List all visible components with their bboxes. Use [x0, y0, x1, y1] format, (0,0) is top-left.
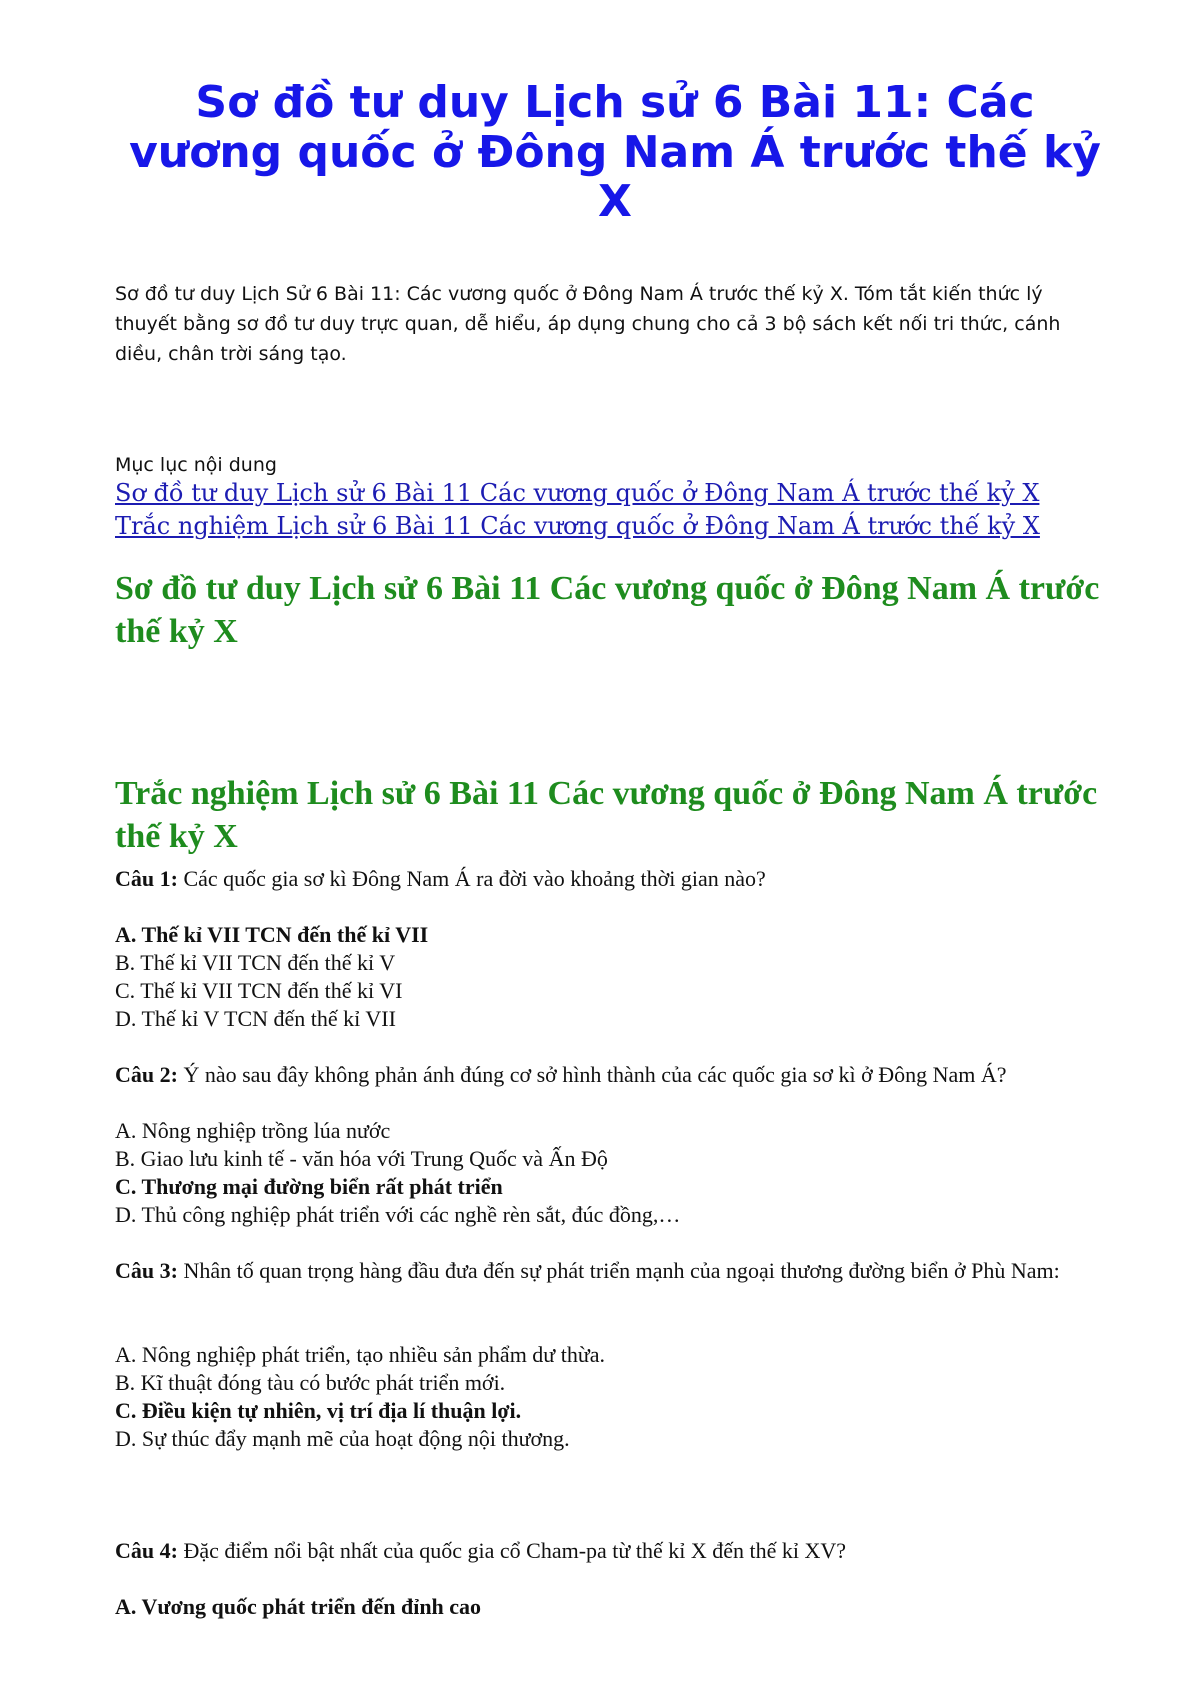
question-1: [115, 865, 1105, 893]
question-text: Các quốc gia sơ kì Đông Nam Á ra đời vào khoảng thời gian nào?: [177, 866, 766, 891]
question-1-option-a: A. Thế kỉ VII TCN đến thế kỉ VII: [115, 922, 429, 947]
question-label: Câu 4:: [115, 1538, 178, 1563]
question-2-option-d: D. Thủ công nghiệp phát triển với các nghề rèn sắt, đúc đồng,…: [115, 1202, 681, 1227]
question-text: Ý nào sau đây không phản ánh đúng cơ sở hình thành của các quốc gia sơ kì ở Đông Nam Á?: [177, 1062, 1007, 1087]
section-heading-quiz: Trắc nghiệm Lịch sử 6 Bài 11 Các vương quốc ở Đông Nam Á trước thế kỷ X: [115, 775, 1098, 855]
question-4-option-a: A. Vương quốc phát triển đến đỉnh cao: [115, 1594, 482, 1619]
question-1-option-b: B. Thế kỉ VII TCN đến thế kỉ V: [115, 950, 396, 975]
toc-link-quiz[interactable]: Trắc nghiệm Lịch sử 6 Bài 11 Các vương quốc ở Đông Nam Á trước thế kỷ X: [115, 512, 1040, 540]
question-3-option-d: D. Sự thúc đẩy mạnh mẽ của hoạt động nội thương.: [115, 1426, 570, 1451]
question-3-option-c: C. Điều kiện tự nhiên, vị trí địa lí thuận lợi.: [115, 1398, 522, 1423]
question-text: Nhân tố quan trọng hàng đầu đưa đến sự phát triển mạnh của ngoại thương đường biển ở Phù Nam:: [177, 1258, 1060, 1283]
question-1-option-d: D. Thế kỉ V TCN đến thế kỉ VII: [115, 1006, 396, 1031]
question-2: [115, 1061, 1105, 1089]
question-2-option-c: C. Thương mại đường biển rất phát triển: [115, 1174, 503, 1199]
question-label: Câu 2:: [115, 1062, 178, 1087]
question-label: Câu 3:: [115, 1258, 178, 1283]
question-4: [115, 1537, 1105, 1565]
toc-label: Mục lục nội dung: [115, 454, 277, 476]
question-2-option-a: A. Nông nghiệp trồng lúa nước: [115, 1118, 391, 1143]
question-3-option-b: B. Kĩ thuật đóng tàu có bước phát triển mới.: [115, 1370, 506, 1395]
section-heading-mindmap: Sơ đồ tư duy Lịch sử 6 Bài 11 Các vương quốc ở Đông Nam Á trước thế kỷ X: [115, 570, 1100, 650]
question-1-option-c: C. Thế kỉ VII TCN đến thế kỉ VI: [115, 978, 403, 1003]
toc-link-mindmap[interactable]: Sơ đồ tư duy Lịch sử 6 Bài 11 Các vương quốc ở Đông Nam Á trước thế kỷ X: [115, 479, 1040, 507]
question-3: [115, 1257, 1105, 1285]
question-label: Câu 1:: [115, 866, 178, 891]
intro-paragraph: Sơ đồ tư duy Lịch Sử 6 Bài 11: Các vương quốc ở Đông Nam Á trước thế kỷ X. Tóm tắt kiến thức lý thuyết bằng sơ đồ tư duy trực quan, dễ hiểu, áp dụng chung cho cả 3 bộ sách kết nối tri thức, cánh diều, chân trời sáng tạo.: [115, 283, 1061, 365]
page-title: Sơ đồ tư duy Lịch sử 6 Bài 11: Các vương quốc ở Đông Nam Á trước thế kỷ X: [129, 77, 1101, 228]
question-2-option-b: B. Giao lưu kinh tế - văn hóa với Trung Quốc và Ấn Độ: [115, 1146, 608, 1171]
question-3-option-a: A. Nông nghiệp phát triển, tạo nhiều sản phẩm dư thừa.: [115, 1342, 606, 1367]
question-text: Đặc điểm nổi bật nhất của quốc gia cổ Cham-pa từ thế kỉ X đến thế kỉ XV?: [177, 1538, 847, 1563]
